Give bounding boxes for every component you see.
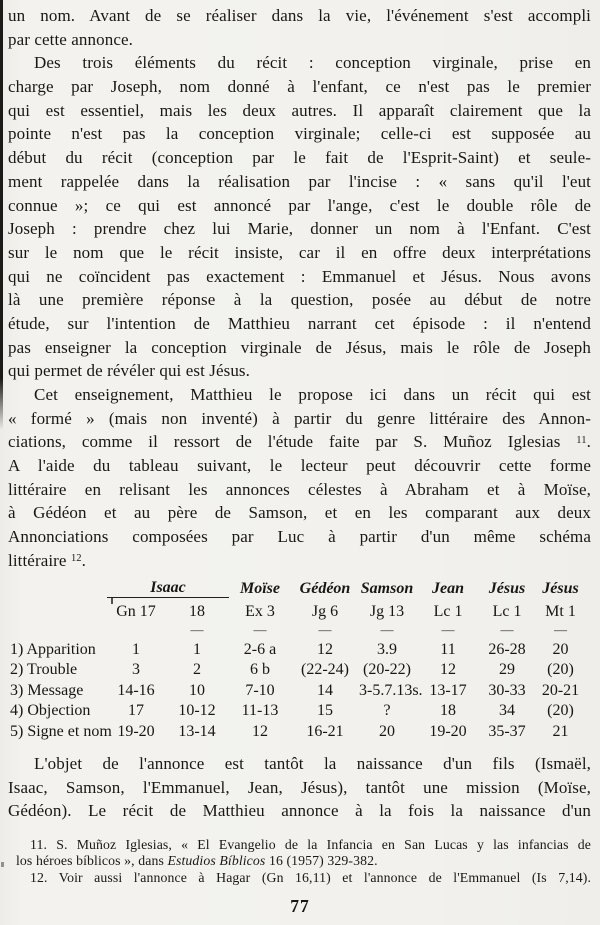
cell-value: 12 <box>440 661 456 679</box>
cell-value: 11 <box>440 640 456 658</box>
text-line: Joseph : prendre chez lui Marie, donner un nom à l'Enfant. C'est <box>8 219 591 239</box>
cell-value: 1 <box>193 640 201 658</box>
column-group-name: Samson <box>360 579 414 597</box>
cell-value: 2 <box>193 661 201 679</box>
text-line: littéraire en relisant les annonces célestes à Abraham et à Moïse, <box>8 479 591 499</box>
cell-value: 13-17 <box>429 681 467 699</box>
page-number: 77 <box>290 896 310 916</box>
text-line: Annonciations composées par Luc à partir d'un même schéma <box>8 527 591 547</box>
table-row <box>0 659 588 680</box>
column-dash: — <box>441 622 455 637</box>
cell-value: 19-20 <box>429 722 467 740</box>
text-line: pointe n'est pas la conception virginale; celle-ci est supposée au <box>8 124 591 144</box>
text-line: début du récit (conception par le fait de l'Esprit-Saint) et seule- <box>8 148 591 168</box>
text-line: A l'aide du tableau suivant, le lecteur peut découvrir cette forme <box>8 456 591 476</box>
row-label: 5) Signe et nom <box>10 722 112 740</box>
table-header-refs <box>0 598 588 622</box>
cell-value: 35-37 <box>488 722 526 740</box>
text-line: charge par Joseph, nom donné à l'enfant, ce n'est pas le premier <box>8 77 591 97</box>
cell-value: 12 <box>252 722 268 740</box>
text-line: là une première réponse à la question, posée au début de notre <box>8 290 591 310</box>
cell-value: (20) <box>547 661 574 679</box>
text-line: 11. S. Muñoz Iglesias, « El Evangelio de la Infancia en San Lucas y las infancias de <box>30 837 591 852</box>
table-row <box>0 720 588 741</box>
column-ref: Jg 13 <box>369 603 405 620</box>
column-group-name: Jean <box>432 579 464 597</box>
text-line: « formé » (mais non inventé) à partir du genre littéraire des Annon- <box>8 408 591 428</box>
column-ref: Lc 1 <box>433 603 463 620</box>
cell-value: 3 <box>132 661 140 679</box>
row-label: 1) Apparition <box>10 640 96 658</box>
text-line: los héroes bíblicos », dans Estudios Bíblicos 16 (1957) 329-382. <box>16 853 378 869</box>
text-line: 12. Voir aussi l'annonce à Hagar (Gn 16,11) et l'annonce de l'Emmanuel (Is 7,14). <box>30 869 591 885</box>
text-line: étude, sur l'intention de Matthieu narrant cet épisode : il n'entend <box>8 313 591 333</box>
table-row <box>0 679 588 700</box>
cell-value: 3-5.7.13s. <box>359 681 423 699</box>
text-line: Isaac, Samson, l'Emmanuel, Jean, Jésus), tantôt une mission (Moïse, <box>8 777 591 797</box>
table-row <box>0 700 588 721</box>
cell-value: 3.9 <box>377 640 397 658</box>
column-dash: — <box>190 622 204 637</box>
column-dash: — <box>253 622 267 637</box>
cell-value: 34 <box>499 702 515 720</box>
row-label: 3) Message <box>10 681 84 699</box>
table-row <box>0 638 588 659</box>
text-line: sur le nom que le récit insiste, car il en offre deux interprétations <box>8 242 591 262</box>
cell-value: (20-22) <box>363 661 411 679</box>
cell-value: 11-13 <box>241 702 279 720</box>
header-spacer <box>0 598 107 622</box>
cell-value: 1 <box>132 640 140 658</box>
column-dash: — <box>500 622 514 637</box>
text-line: L'objet de l'annonce est tantôt la naissance d'un fils (Ismaël, <box>34 754 591 773</box>
text-line: ciations, comme il ressort de l'étude faite par S. Muñoz Iglesias $^{11}$. <box>8 432 591 452</box>
cell-value: (22-24) <box>301 661 349 679</box>
cell-value: 14 <box>317 681 333 699</box>
table-dash-row <box>0 621 588 638</box>
column-dash: — <box>554 622 567 637</box>
column-ref: Ex 3 <box>245 603 275 620</box>
column-group-name: Isaac <box>107 574 229 598</box>
header-spacer <box>0 574 107 598</box>
cell-value: 6 b <box>250 661 270 679</box>
cell-value: 18 <box>440 702 456 720</box>
column-ref: Mt 1 <box>545 603 576 620</box>
column-ref: Gn 17 <box>116 603 156 620</box>
text-line: Des trois éléments du récit : conception virginale, prise en <box>34 53 591 73</box>
cell-value: 20-21 <box>541 681 580 699</box>
cell-value: 19-20 <box>117 722 155 740</box>
dash-spacer <box>0 621 107 638</box>
text-line: à Gédéon et au père de Samson, et en les comparant aux deux <box>8 503 591 523</box>
text-line: qui ne coïncident pas exactement : Emmanuel et Jésus. Nous avons <box>8 266 591 286</box>
cell-value: 29 <box>499 661 515 679</box>
annunciation-table-wrap <box>0 574 588 741</box>
column-group-name: Jésus <box>488 579 526 597</box>
body-text <box>8 4 591 573</box>
cell-value: 7-10 <box>245 681 275 699</box>
cell-value: 26-28 <box>488 640 526 658</box>
text-line: Cet enseignement, Matthieu le propose ici dans un récit qui est <box>34 385 591 404</box>
column-group-name: Moïse <box>240 579 280 597</box>
cell-value: 14-16 <box>117 681 155 699</box>
cell-value: 17 <box>128 702 144 720</box>
table-header-names <box>0 574 588 598</box>
row-label: 4) Objection <box>10 702 91 720</box>
scan-speck <box>1 862 4 867</box>
cell-value: (20) <box>547 702 574 720</box>
column-dash: — <box>318 622 332 637</box>
cell-value: 21 <box>552 722 569 740</box>
footnotes <box>16 837 591 886</box>
cell-value: 20 <box>552 640 569 658</box>
cell-value: ? <box>383 702 391 720</box>
text-line: qui est essentiel, mais les deux autres. Il apparaît clairement que la <box>8 100 591 120</box>
scan-edge-line <box>0 0 3 430</box>
annunciation-table <box>0 574 588 741</box>
after-table-paragraph <box>8 752 591 823</box>
text-line: par cette annonce. <box>8 29 133 49</box>
column-group-name: Jésus <box>542 579 579 597</box>
column-dash: — <box>380 622 394 637</box>
cell-value: 2-6 a <box>243 640 277 658</box>
text-line: pas enseigner la conception virginale de Jésus, mais le rôle de Joseph <box>8 337 591 357</box>
cell-value: 16-21 <box>306 722 344 740</box>
cell-value: 15 <box>317 702 333 720</box>
cell-value: 12 <box>317 640 333 658</box>
column-dash <box>107 621 165 638</box>
column-ref: Jg 6 <box>311 603 339 620</box>
cell-value: 10 <box>189 681 205 699</box>
text-line: Gédéon). Le récit de Matthieu annonce à la fois la naissance d'un <box>8 801 591 821</box>
cell-value: 20 <box>379 722 395 740</box>
cell-value: 30-33 <box>488 681 526 699</box>
text-line: qui permet de révéler qui est Jésus. <box>8 361 250 381</box>
column-group-name: Gédéon <box>299 579 351 597</box>
text-line: connue »; ce qui est annoncé par l'ange, c'est le double rôle de <box>8 195 591 215</box>
text-line: un nom. Avant de se réaliser dans la vie, l'événement s'est accompli <box>8 6 591 25</box>
cell-value: 10-12 <box>178 702 216 720</box>
column-ref: 18 <box>189 603 205 620</box>
cell-value: 13-14 <box>178 722 216 740</box>
row-label: 2) Trouble <box>10 661 78 679</box>
text-line: littéraire $^{12}$. <box>8 550 87 570</box>
column-ref: Lc 1 <box>492 603 522 620</box>
text-line: ment rappelée dans la réalisation par l'incise : « sans qu'il l'eut <box>8 171 591 191</box>
